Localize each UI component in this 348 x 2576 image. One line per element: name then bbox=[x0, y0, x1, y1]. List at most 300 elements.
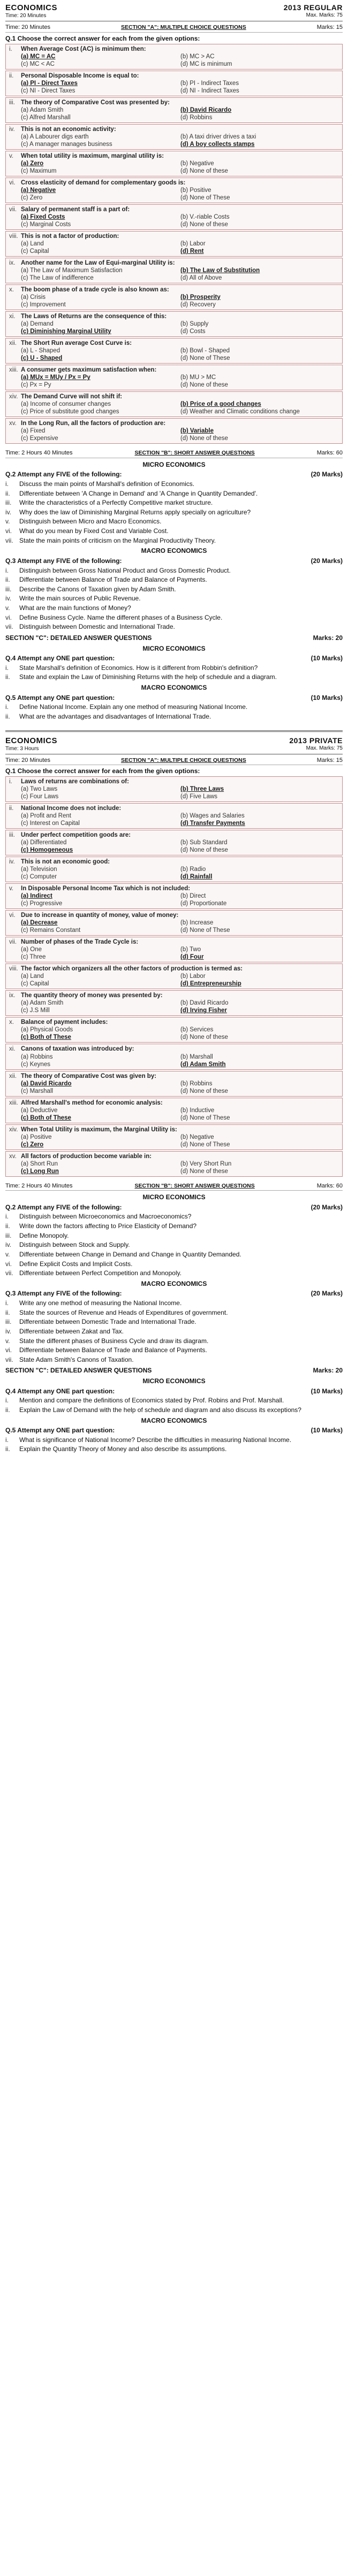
question-text: What is significance of National Income? Describe the difficulties in measuring National Income. bbox=[19, 1436, 292, 1444]
section-c-bar-2 bbox=[5, 1367, 343, 1375]
section-a-title-2: SECTION "A": MULTIPLE CHOICE QUESTIONS bbox=[120, 757, 246, 763]
macro-heading-c: MACRO ECONOMICS bbox=[141, 684, 207, 691]
macro-heading-c-2: MACRO ECONOMICS bbox=[141, 1416, 207, 1424]
mcq-option: (a) PI - Direct Taxes bbox=[21, 80, 78, 87]
mcq-question: iii. The theory of Comparative Cost was presented by: bbox=[9, 99, 170, 106]
question-text: Distinguish between Microeconomics and Macroeconomics? bbox=[19, 1213, 192, 1221]
mcq-option: (b) Marshall bbox=[180, 1053, 213, 1060]
question-item bbox=[5, 614, 343, 622]
mcq-question: xi. Canons of taxation was introduced by: bbox=[9, 1046, 134, 1053]
mcq-option: (c) Improvement bbox=[21, 301, 66, 308]
question-text: Write any one method of measuring the National Income. bbox=[19, 1299, 182, 1307]
mcq-option: (d) None of these bbox=[180, 382, 228, 389]
mcq-option: (a) Two Laws bbox=[21, 786, 58, 793]
mcq-option: (b) Two bbox=[180, 946, 201, 953]
mcq-question: vi. Due to increase in quantity of money, value of money: bbox=[9, 912, 179, 919]
mcq-option: (a) Decrease bbox=[21, 920, 58, 927]
mcq-options bbox=[9, 892, 340, 907]
mcq-item bbox=[5, 1044, 343, 1069]
mcq-list-2 bbox=[5, 776, 343, 1177]
mcq-options bbox=[9, 320, 340, 335]
year-type: 2013 REGULAR bbox=[283, 3, 343, 12]
mcq-option: (b) Inductive bbox=[180, 1107, 215, 1114]
question-item bbox=[5, 1436, 343, 1444]
q5-list-2 bbox=[5, 1436, 343, 1453]
mcq-options bbox=[9, 1026, 340, 1041]
mcq-option: (d) None of these bbox=[180, 435, 228, 442]
question-number: iii. bbox=[5, 585, 12, 593]
mcq-options bbox=[9, 427, 340, 442]
mcq-option: (d) Weather and Climatic conditions change bbox=[180, 408, 300, 415]
mcq-option: (b) PI - Indirect Taxes bbox=[180, 80, 239, 87]
mcq-option: (c) Zero bbox=[21, 194, 43, 201]
section-c-title: SECTION "C": DETAILED ANSWER QUESTIONS bbox=[5, 634, 152, 642]
mcq-option: (a) Short Run bbox=[21, 1160, 58, 1167]
mcq-question: x. The boom phase of a trade cycle is also known as: bbox=[9, 286, 169, 293]
mcq-item bbox=[5, 365, 343, 390]
section-b-bar bbox=[5, 449, 343, 458]
mcq-option: (a) Profit and Rent bbox=[21, 813, 71, 820]
mcq-options bbox=[9, 812, 340, 827]
mcq-option: (c) Keynes bbox=[21, 1061, 50, 1068]
section-a-bar bbox=[5, 24, 343, 32]
mcq-option: (d) Irving Fisher bbox=[180, 1007, 227, 1014]
mcq-item bbox=[5, 830, 343, 855]
question-item bbox=[5, 518, 343, 526]
question-number: i. bbox=[5, 664, 9, 672]
mcq-question: v. When total utility is maximum, marginal utility is: bbox=[9, 152, 164, 159]
mcq-item bbox=[5, 963, 343, 989]
question-item bbox=[5, 499, 343, 507]
question-text: Describe the Canons of Taxation given by Adam Smith. bbox=[19, 585, 176, 593]
subject-title-2: ECONOMICS bbox=[5, 736, 58, 745]
mcq-item bbox=[5, 776, 343, 802]
section-a-time-2: Time: 20 Minutes bbox=[5, 757, 50, 763]
question-item bbox=[5, 1318, 343, 1326]
question-number: vii. bbox=[5, 1355, 13, 1363]
question-text: State the sources of Revenue and Heads of Expenditures of government. bbox=[19, 1308, 228, 1316]
mcq-item bbox=[5, 204, 343, 230]
mcq-option: (c) Homogeneous bbox=[21, 847, 73, 854]
section-a-marks-2: Marks: 15 bbox=[316, 757, 343, 763]
section-b-bar-2 bbox=[5, 1182, 343, 1191]
mcq-question: xii. The theory of Comparative Cost was given by: bbox=[9, 1073, 157, 1079]
mcq-option: (c) Progressive bbox=[21, 900, 63, 907]
macro-heading: MACRO ECONOMICS bbox=[141, 547, 207, 555]
mcq-option: (d) Four bbox=[180, 954, 204, 961]
question-item bbox=[5, 1406, 343, 1414]
mcq-option: (a) Physical Goods bbox=[21, 1027, 73, 1034]
mcq-option: (c) Computer bbox=[21, 874, 57, 881]
mcq-question: i. Laws of returns are combinations of: bbox=[9, 778, 129, 785]
question-number: ii. bbox=[5, 712, 10, 720]
micro-heading-c-2: MICRO ECONOMICS bbox=[142, 1377, 206, 1385]
mcq-question: xi. The Laws of Returns are the consequence of this: bbox=[9, 313, 167, 320]
mcq-options bbox=[9, 106, 340, 121]
mcq-question: vii. Number of phases of the Trade Cycle is: bbox=[9, 939, 139, 946]
mcq-option: (c) NI - Direct Taxes bbox=[21, 87, 75, 94]
question-text: What do you mean by Fixed Cost and Variable Cost. bbox=[19, 527, 169, 535]
question-text: What are the advantages and disadvantages of International Trade. bbox=[19, 712, 211, 720]
mcq-option: (c) Zero bbox=[21, 1141, 44, 1148]
mcq-option: (c) Three bbox=[21, 954, 46, 961]
question-item bbox=[5, 1232, 343, 1240]
q2-list-2 bbox=[5, 1213, 343, 1277]
page bbox=[5, 0, 343, 1466]
mcq-option: (d) None of these bbox=[180, 167, 228, 174]
question-item bbox=[5, 1269, 343, 1277]
mcq-options bbox=[9, 53, 340, 68]
q5-list bbox=[5, 703, 343, 720]
question-number: v. bbox=[5, 518, 10, 526]
question-text: State Marshall's definition of Economics. How is it different from Robbin's definition? bbox=[19, 664, 258, 672]
mcq-options bbox=[9, 1107, 340, 1122]
question-item bbox=[5, 1299, 343, 1307]
mcq-option: (c) Capital bbox=[21, 248, 49, 254]
mcq-option: (b) Variable bbox=[180, 428, 214, 435]
mcq-option: (c) U - Shaped bbox=[21, 355, 63, 362]
mcq-option: (b) A taxi driver drives a taxi bbox=[180, 133, 256, 140]
section-c-bar bbox=[5, 634, 343, 642]
question-item bbox=[5, 1260, 343, 1268]
mcq-options bbox=[9, 267, 340, 282]
question-number: vi. bbox=[5, 613, 12, 621]
mcq-question: xiv. When Total Utility is maximum, the Marginal Utility is: bbox=[9, 1126, 177, 1133]
mcq-option: (a) Zero bbox=[21, 160, 44, 167]
mcq-item bbox=[5, 258, 343, 283]
question-number: ii. bbox=[5, 673, 10, 681]
max-marks-2: Max. Marks: 75 bbox=[306, 745, 343, 751]
max-marks: Max. Marks: 75 bbox=[306, 12, 343, 19]
question-text: Mention and compare the definitions of Economics stated by Prof. Robins and Prof. Marshall. bbox=[19, 1397, 284, 1405]
mcq-options bbox=[9, 1133, 340, 1148]
mcq-options bbox=[9, 1053, 340, 1068]
mcq-options bbox=[9, 160, 340, 175]
question-number: i. bbox=[5, 480, 9, 488]
mcq-option: (c) Both of These bbox=[21, 1034, 71, 1041]
mcq-option: (d) Recovery bbox=[180, 301, 216, 308]
mcq-option: (d) Entrepreneurship bbox=[180, 981, 241, 988]
question-text: Differentiate between Zakat and Tax. bbox=[19, 1327, 124, 1335]
question-item bbox=[5, 1213, 343, 1221]
mcq-option: (d) None of These bbox=[180, 1114, 230, 1121]
question-item bbox=[5, 713, 343, 721]
question-item bbox=[5, 585, 343, 593]
mcq-item bbox=[5, 1017, 343, 1043]
mcq-question: xiii. A consumer gets maximum satisfaction when: bbox=[9, 367, 157, 374]
question-text: Define Business Cycle. Name the different phases of a Business Cycle. bbox=[19, 613, 223, 621]
q5-heading-2: Q.5 Attempt any ONE part question: (10 Marks) bbox=[5, 1426, 343, 1434]
mcq-option: (d) None of these bbox=[180, 1034, 228, 1041]
question-text: Define National Income. Explain any one method of measuring National Income. bbox=[19, 703, 248, 711]
question-text: State the main points of criticism on the Marginal Productivity Theory. bbox=[19, 536, 216, 544]
question-text: Explain the Law of Demand with the help of schedule and diagram and also discuss its exceptions? bbox=[19, 1406, 301, 1414]
mcq-item bbox=[5, 97, 343, 123]
mcq-option: (d) None of these bbox=[180, 1168, 228, 1175]
section-c-marks: Marks: 20 bbox=[313, 634, 343, 642]
mcq-item bbox=[5, 910, 343, 936]
mcq-option: (a) Crisis bbox=[21, 294, 46, 300]
section-b-time-2: Time: 2 Hours 40 Minutes bbox=[5, 1182, 73, 1189]
exam-time: Time: 20 Minutes bbox=[5, 13, 47, 19]
question-item bbox=[5, 576, 343, 584]
mcq-options bbox=[9, 999, 340, 1014]
exam-paper-private bbox=[5, 736, 343, 1454]
question-text: Differentiate between Balance of Trade and Balance of Payments. bbox=[19, 1346, 207, 1354]
mcq-option: (a) Television bbox=[21, 866, 57, 873]
mcq-option: (a) MC = AC bbox=[21, 53, 56, 60]
q2-list bbox=[5, 480, 343, 544]
mcq-options bbox=[9, 133, 340, 148]
section-c-title-2: SECTION "C": DETAILED ANSWER QUESTIONS bbox=[5, 1367, 152, 1375]
mcq-question: vii. Salary of permanent staff is a part of: bbox=[9, 206, 130, 213]
mcq-option: (b) V.-riable Costs bbox=[180, 213, 230, 220]
mcq-question: viii. This is not a factor of production: bbox=[9, 233, 119, 240]
question-number: ii. bbox=[5, 1308, 10, 1316]
question-item bbox=[5, 703, 343, 711]
mcq-option: (d) Rainfall bbox=[180, 874, 213, 881]
question-item bbox=[5, 1397, 343, 1405]
question-number: vii. bbox=[5, 536, 13, 544]
mcq-options bbox=[9, 919, 340, 934]
mcq-list bbox=[5, 44, 343, 444]
mcq-option: (a) Robbins bbox=[21, 1053, 53, 1060]
mcq-options bbox=[9, 785, 340, 800]
question-item bbox=[5, 1337, 343, 1345]
question-number: vii. bbox=[5, 1269, 13, 1277]
exam-paper-regular bbox=[5, 3, 343, 721]
section-b-marks-2: Marks: 60 bbox=[316, 1182, 343, 1189]
question-item bbox=[5, 527, 343, 535]
mcq-question: xii. The Short Run average Cost Curve is: bbox=[9, 340, 132, 347]
mcq-option: (b) David Ricardo bbox=[180, 1000, 229, 1007]
mcq-question: xv. In the Long Run, all the factors of production are: bbox=[9, 420, 166, 427]
mcq-option: (a) Positive bbox=[21, 1133, 52, 1140]
mcq-options bbox=[9, 973, 340, 988]
q2-heading: Q.2 Attempt any FIVE of the following: (20 Marks) bbox=[5, 471, 343, 479]
question-number: iv. bbox=[5, 508, 12, 516]
section-a-marks: Marks: 15 bbox=[316, 24, 343, 31]
mcq-option: (d) MC is minimum bbox=[180, 60, 232, 67]
mcq-options bbox=[9, 80, 340, 95]
mcq-option: (a) Income of consumer changes bbox=[21, 401, 111, 408]
section-a-title: SECTION "A": MULTIPLE CHOICE QUESTIONS bbox=[120, 24, 246, 31]
mcq-option: (a) L - Shaped bbox=[21, 348, 60, 354]
mcq-options bbox=[9, 946, 340, 961]
mcq-option: (b) Price of a good changes bbox=[180, 401, 261, 408]
mcq-option: (c) Interest on Capital bbox=[21, 820, 80, 827]
mcq-option: (d) None of These bbox=[180, 1141, 230, 1148]
question-text: Distinguish between Gross National Product and Gross Domestic Product. bbox=[19, 566, 231, 574]
mcq-option: (a) Demand bbox=[21, 321, 54, 327]
mcq-option: (a) Land bbox=[21, 973, 44, 980]
question-number: i. bbox=[5, 566, 9, 574]
mcq-option: (c) J.S Mill bbox=[21, 1007, 50, 1014]
question-item bbox=[5, 480, 343, 488]
question-item bbox=[5, 1445, 343, 1453]
question-text: Distinguish between Stock and Supply. bbox=[19, 1241, 130, 1249]
question-text: Distinguish between Micro and Macro Economics. bbox=[19, 518, 162, 526]
mcq-item bbox=[5, 418, 343, 444]
mcq-option: (c) Remains Constant bbox=[21, 927, 81, 934]
mcq-options bbox=[9, 374, 340, 389]
question-item bbox=[5, 1241, 343, 1249]
micro-heading-2: MICRO ECONOMICS bbox=[142, 1193, 206, 1201]
mcq-option: (b) David Ricardo bbox=[180, 106, 232, 113]
mcq-option: (b) Very Short Run bbox=[180, 1160, 232, 1167]
section-b-marks: Marks: 60 bbox=[316, 450, 343, 457]
mcq-option: (c) Four Laws bbox=[21, 793, 59, 800]
question-text: Differentiate between 'A Change in Demand' and 'A Change in Quantity Demanded'. bbox=[19, 489, 258, 497]
mcq-question: ix. The quantity theory of money was presented by: bbox=[9, 992, 163, 999]
mcq-question: xiii. Alfred Marshall's method for economic analysis: bbox=[9, 1099, 163, 1106]
question-text: Define Explicit Costs and Implicit Costs. bbox=[19, 1260, 133, 1268]
question-item bbox=[5, 1356, 343, 1364]
mcq-question: ii. National Income does not include: bbox=[9, 805, 122, 812]
mcq-item bbox=[5, 1098, 343, 1123]
mcq-option: (b) Labor bbox=[180, 973, 206, 980]
mcq-options bbox=[9, 213, 340, 228]
question-item bbox=[5, 595, 343, 603]
section-b-title-2: SECTION "B": SHORT ANSWER QUESTIONS bbox=[134, 1182, 255, 1189]
mcq-option: (c) The Law of indifference bbox=[21, 274, 94, 281]
question-item bbox=[5, 537, 343, 545]
mcq-option: (c) Capital bbox=[21, 981, 49, 988]
question-text: Write the main sources of Public Revenue. bbox=[19, 595, 141, 603]
mcq-item bbox=[5, 44, 343, 70]
mcq-question: iii. Under perfect competition goods are: bbox=[9, 832, 131, 839]
section-a-time: Time: 20 Minutes bbox=[5, 24, 50, 31]
q4-heading-2: Q.4 Attempt any ONE part question: (10 Marks) bbox=[5, 1387, 343, 1395]
paper-divider bbox=[5, 730, 343, 732]
question-text: State Adam Smith's Canons of Taxation. bbox=[19, 1355, 134, 1363]
mcq-options bbox=[9, 187, 340, 202]
mcq-option: (c) Px = Py bbox=[21, 382, 51, 389]
question-number: ii. bbox=[5, 1222, 10, 1230]
question-text: Differentiate between Balance of Trade and Balance of Payments. bbox=[19, 576, 207, 584]
mcq-option: (a) The Law of Maximum Satisfaction bbox=[21, 267, 123, 274]
q3-list-2 bbox=[5, 1299, 343, 1363]
question-item bbox=[5, 508, 343, 516]
question-number: vi. bbox=[5, 1260, 12, 1268]
question-number: i. bbox=[5, 1213, 9, 1221]
mcq-item bbox=[5, 1071, 343, 1097]
mcq-option: (d) All of Above bbox=[180, 274, 222, 281]
exam-time-2: Time: 3 Hours bbox=[5, 745, 39, 752]
mcq-options bbox=[9, 866, 340, 881]
mcq-option: (a) Negative bbox=[21, 187, 56, 194]
mcq-option: (d) A boy collects stamps bbox=[180, 141, 255, 148]
question-item bbox=[5, 1309, 343, 1317]
question-item bbox=[5, 1346, 343, 1354]
mcq-option: (b) Negative bbox=[180, 1133, 214, 1140]
exam-header bbox=[5, 3, 343, 21]
mcq-question: ix. Another name for the Law of Equi-marginal Utility is: bbox=[9, 259, 175, 266]
mcq-question: i. When Average Cost (AC) is minimum then: bbox=[9, 45, 146, 52]
question-item bbox=[5, 604, 343, 612]
question-number: iii. bbox=[5, 1231, 12, 1239]
mcq-option: (d) None of These bbox=[180, 355, 230, 362]
mcq-option: (d) Costs bbox=[180, 328, 206, 335]
question-text: Differentiate between Perfect Competition and Monopoly. bbox=[19, 1269, 182, 1277]
mcq-option: (b) Sub Standard bbox=[180, 839, 228, 846]
mcq-option: (c) Price of substitute good changes bbox=[21, 408, 119, 415]
exam-header-2 bbox=[5, 736, 343, 754]
q3-heading-2: Q.3 Attempt any FIVE of the following: (20 Marks) bbox=[5, 1290, 343, 1298]
q4-heading: Q.4 Attempt any ONE part question: (10 Marks) bbox=[5, 654, 343, 662]
mcq-option: (b) The Law of Substitution bbox=[180, 267, 260, 274]
mcq-option: (b) MC > AC bbox=[180, 53, 215, 60]
question-text: Write the characteristics of a Perfectly Competitive market structure. bbox=[19, 499, 213, 507]
mcq-option: (a) A Labourer digs earth bbox=[21, 133, 89, 140]
question-text: Why does the law of Diminishing Marginal Returns apply specially on agriculture? bbox=[19, 508, 251, 516]
mcq-item bbox=[5, 1151, 343, 1177]
q4-list bbox=[5, 664, 343, 681]
q3-heading: Q.3 Attempt any FIVE of the following: (20 Marks) bbox=[5, 557, 343, 565]
mcq-option: (a) Differentiated bbox=[21, 839, 67, 846]
macro-heading-2: MACRO ECONOMICS bbox=[141, 1279, 207, 1287]
mcq-item bbox=[5, 883, 343, 909]
subject-title: ECONOMICS bbox=[5, 3, 58, 12]
q1-heading: Q.1 Choose the correct answer for each from the given options: bbox=[5, 34, 200, 42]
question-item bbox=[5, 1222, 343, 1230]
mcq-option: (d) Transfer Payments bbox=[180, 820, 245, 827]
mcq-option: (a) Indirect bbox=[21, 893, 52, 900]
mcq-options bbox=[9, 240, 340, 255]
question-number: v. bbox=[5, 604, 10, 612]
mcq-options bbox=[9, 400, 340, 415]
mcq-option: (d) None of These bbox=[180, 194, 230, 201]
question-text: Differentiate between Change in Demand and Change in Quantity Demanded. bbox=[19, 1250, 241, 1258]
question-number: i. bbox=[5, 1397, 9, 1405]
question-number: iv. bbox=[5, 595, 12, 603]
mcq-item bbox=[5, 857, 343, 882]
mcq-option: (a) One bbox=[21, 946, 42, 953]
mcq-option: (d) None of these bbox=[180, 1088, 228, 1094]
mcq-option: (a) Adam Smith bbox=[21, 1000, 64, 1007]
mcq-option: (b) Radio bbox=[180, 866, 206, 873]
mcq-option: (d) Adam Smith bbox=[180, 1061, 226, 1068]
mcq-option: (b) Direct bbox=[180, 893, 206, 900]
mcq-option: (d) None of These bbox=[180, 927, 230, 934]
mcq-options bbox=[9, 839, 340, 854]
mcq-option: (a) Fixed Costs bbox=[21, 213, 65, 220]
question-number: ii. bbox=[5, 1406, 10, 1414]
mcq-item bbox=[5, 990, 343, 1016]
mcq-question: xiv. The Demand Curve will not shift if: bbox=[9, 394, 123, 400]
mcq-question: viii. The factor which organizers all the other factors of production is termed as: bbox=[9, 966, 243, 973]
question-number: ii. bbox=[5, 576, 10, 584]
mcq-option: (b) Negative bbox=[180, 160, 214, 167]
mcq-option: (b) Three Laws bbox=[180, 786, 224, 793]
question-item bbox=[5, 1251, 343, 1259]
mcq-option: (b) Prosperity bbox=[180, 294, 221, 300]
question-text: State and explain the Law of Diminishing Returns with the help of schedule and a diagram. bbox=[19, 673, 277, 681]
mcq-item bbox=[5, 71, 343, 96]
question-item bbox=[5, 567, 343, 575]
question-number: iii. bbox=[5, 499, 12, 507]
mcq-question: ii. Personal Disposable Income is equal to: bbox=[9, 72, 139, 79]
mcq-option: (c) Long Run bbox=[21, 1168, 59, 1175]
question-text: Write down the factors affecting to Price Elasticity of Demand? bbox=[19, 1222, 197, 1230]
question-number: iii. bbox=[5, 1318, 12, 1326]
question-item bbox=[5, 1328, 343, 1336]
year-type-2: 2013 PRIVATE bbox=[289, 736, 343, 745]
question-item bbox=[5, 623, 343, 631]
mcq-option: (c) Maximum bbox=[21, 167, 57, 174]
q2-heading-2: Q.2 Attempt any FIVE of the following: (20 Marks) bbox=[5, 1203, 343, 1211]
mcq-item bbox=[5, 284, 343, 310]
